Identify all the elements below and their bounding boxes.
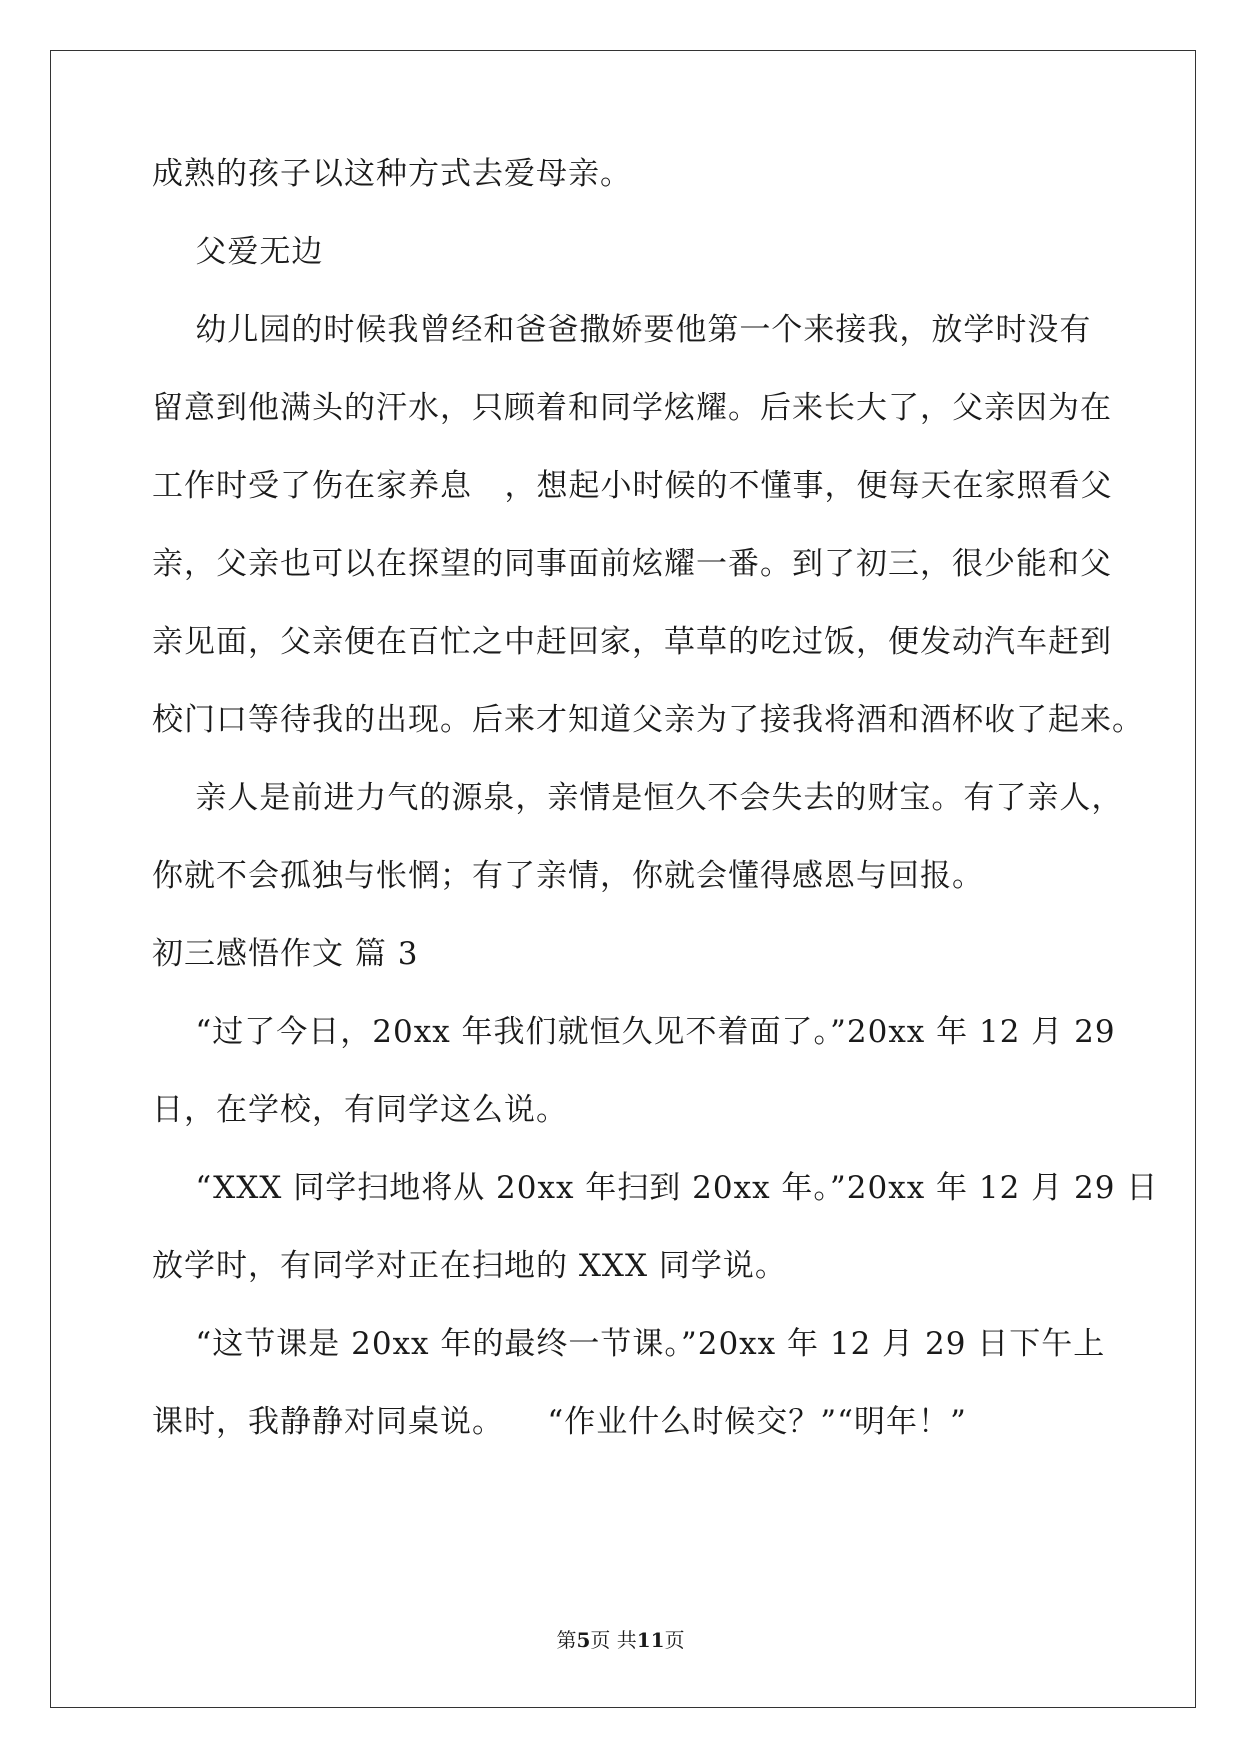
text-line: 亲见面，父亲便在百忙之中赶回家，草草的吃过饭，便发动汽车赶到 [152, 624, 1112, 660]
text-line: 日，在学校，有同学这么说。 [152, 1092, 568, 1128]
text-line: 幼儿园的时候我曾经和爸爸撒娇要他第一个来接我，放学时没有 [152, 312, 1092, 348]
footer-prefix: 第 [556, 1628, 577, 1652]
current-page-number: 5 [576, 1628, 591, 1652]
text-line: 亲，父亲也可以在探望的同事面前炫耀一番。到了初三，很少能和父 [152, 546, 1112, 582]
text-line: 课时，我静静对同桌说。 “作业什么时候交？”“明年！” [152, 1404, 967, 1440]
section-heading: 初三感悟作文 篇 3 [152, 936, 419, 972]
text-line: 校门口等待我的出现。后来才知道父亲为了接我将酒和酒杯收了起来。 [152, 702, 1144, 738]
text-line: 放学时，有同学对正在扫地的 XXX 同学说。 [152, 1248, 787, 1284]
text-line: 亲人是前进力气的源泉，亲情是恒久不会失去的财宝。有了亲人， [152, 780, 1124, 816]
text-line: 留意到他满头的汗水，只顾着和同学炫耀。后来长大了，父亲因为在 [152, 390, 1112, 426]
total-page-number: 11 [636, 1628, 665, 1652]
text-line: 你就不会孤独与怅惘；有了亲情，你就会懂得感恩与回报。 [152, 858, 984, 894]
text-line: “XXX 同学扫地将从 20xx 年扫到 20xx 年。”20xx 年 12 月 29 日 [152, 1170, 1159, 1206]
section-subtitle: 父爱无边 [152, 234, 324, 270]
text-line: 成熟的孩子以这种方式去爱母亲。 [152, 156, 632, 192]
text-line: “这节课是 20xx 年的最终一节课。”20xx 年 12 月 29 日下午上 [152, 1326, 1106, 1362]
page-footer [0, 1624, 1241, 1653]
text-line: 工作时受了伤在家养息 ，想起小时候的不懂事，便每天在家照看父 [152, 468, 1113, 504]
text-line: “过了今日，20xx 年我们就恒久见不着面了。”20xx 年 12 月 29 [152, 1014, 1116, 1050]
footer-suffix: 页 [664, 1628, 685, 1652]
footer-mid: 页 共 [590, 1628, 637, 1652]
